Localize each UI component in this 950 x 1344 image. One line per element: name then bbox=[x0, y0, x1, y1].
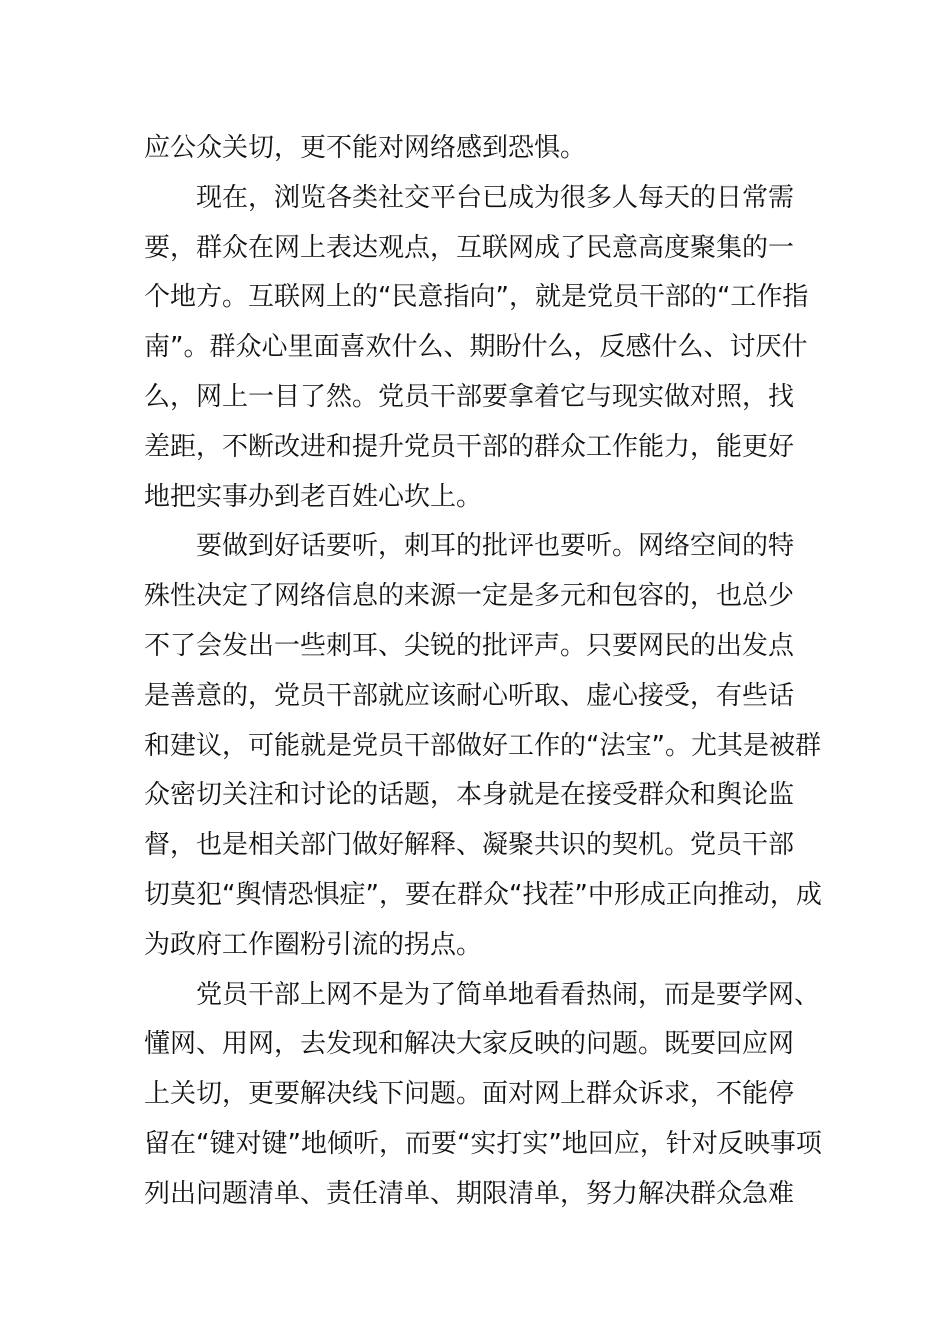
text-line: 为政府工作圈粉引流的拐点。 bbox=[144, 929, 483, 960]
text-line: 党员干部上网不是为了简单地看看热闹，而是要学网、 bbox=[144, 979, 821, 1010]
text-line: 要做到好话要听，刺耳的批评也要听。网络空间的特 bbox=[144, 531, 795, 562]
text-line: 众密切关注和讨论的话题，本身就是在接受群众和舆论监 bbox=[144, 780, 795, 811]
text-line: 懂网、用网，去发现和解决大家反映的问题。既要回应网 bbox=[144, 1029, 795, 1060]
text-line: 么，网上一目了然。党员干部要拿着它与现实做对照，找 bbox=[144, 381, 795, 412]
body-text bbox=[144, 124, 834, 1220]
text-line: 不了会发出一些刺耳、尖锐的批评声。只要网民的出发点 bbox=[144, 630, 795, 661]
text-line: 殊性决定了网络信息的来源一定是多元和包容的，也总少 bbox=[144, 581, 795, 612]
text-line: 地把实事办到老百姓心坎上。 bbox=[144, 481, 483, 512]
text-line: 要，群众在网上表达观点，互联网成了民意高度聚集的一 bbox=[144, 232, 795, 263]
text-line: 和建议，可能就是党员干部做好工作的“法宝”。尤其是被群 bbox=[144, 730, 821, 761]
text-line: 列出问题清单、责任清单、期限清单，努力解决群众急难 bbox=[144, 1178, 795, 1209]
text-line: 是善意的，党员干部就应该耐心听取、虚心接受，有些话 bbox=[144, 680, 795, 711]
text-line: 个地方。互联网上的“民意指向”，就是党员干部的“工作指 bbox=[144, 282, 809, 313]
text-line: 留在“键对键”地倾听，而要“实打实”地回应，针对反映事项 bbox=[144, 1128, 822, 1159]
text-line: 切莫犯“舆情恐惧症”，要在群众“找茬”中形成正向推动，成 bbox=[144, 879, 822, 910]
text-line: 现在，浏览各类社交平台已成为很多人每天的日常需 bbox=[144, 182, 795, 213]
text-line: 督，也是相关部门做好解释、凝聚共识的契机。党员干部 bbox=[144, 830, 795, 861]
text-line: 南”。群众心里面喜欢什么、期盼什么，反感什么、讨厌什 bbox=[144, 332, 808, 363]
text-line: 差距，不断改进和提升党员干部的群众工作能力，能更好 bbox=[144, 431, 795, 462]
text-line: 上关切，更要解决线下问题。面对网上群众诉求，不能停 bbox=[144, 1079, 795, 1110]
text-line: 应公众关切，更不能对网络感到恐惧。 bbox=[144, 133, 587, 163]
